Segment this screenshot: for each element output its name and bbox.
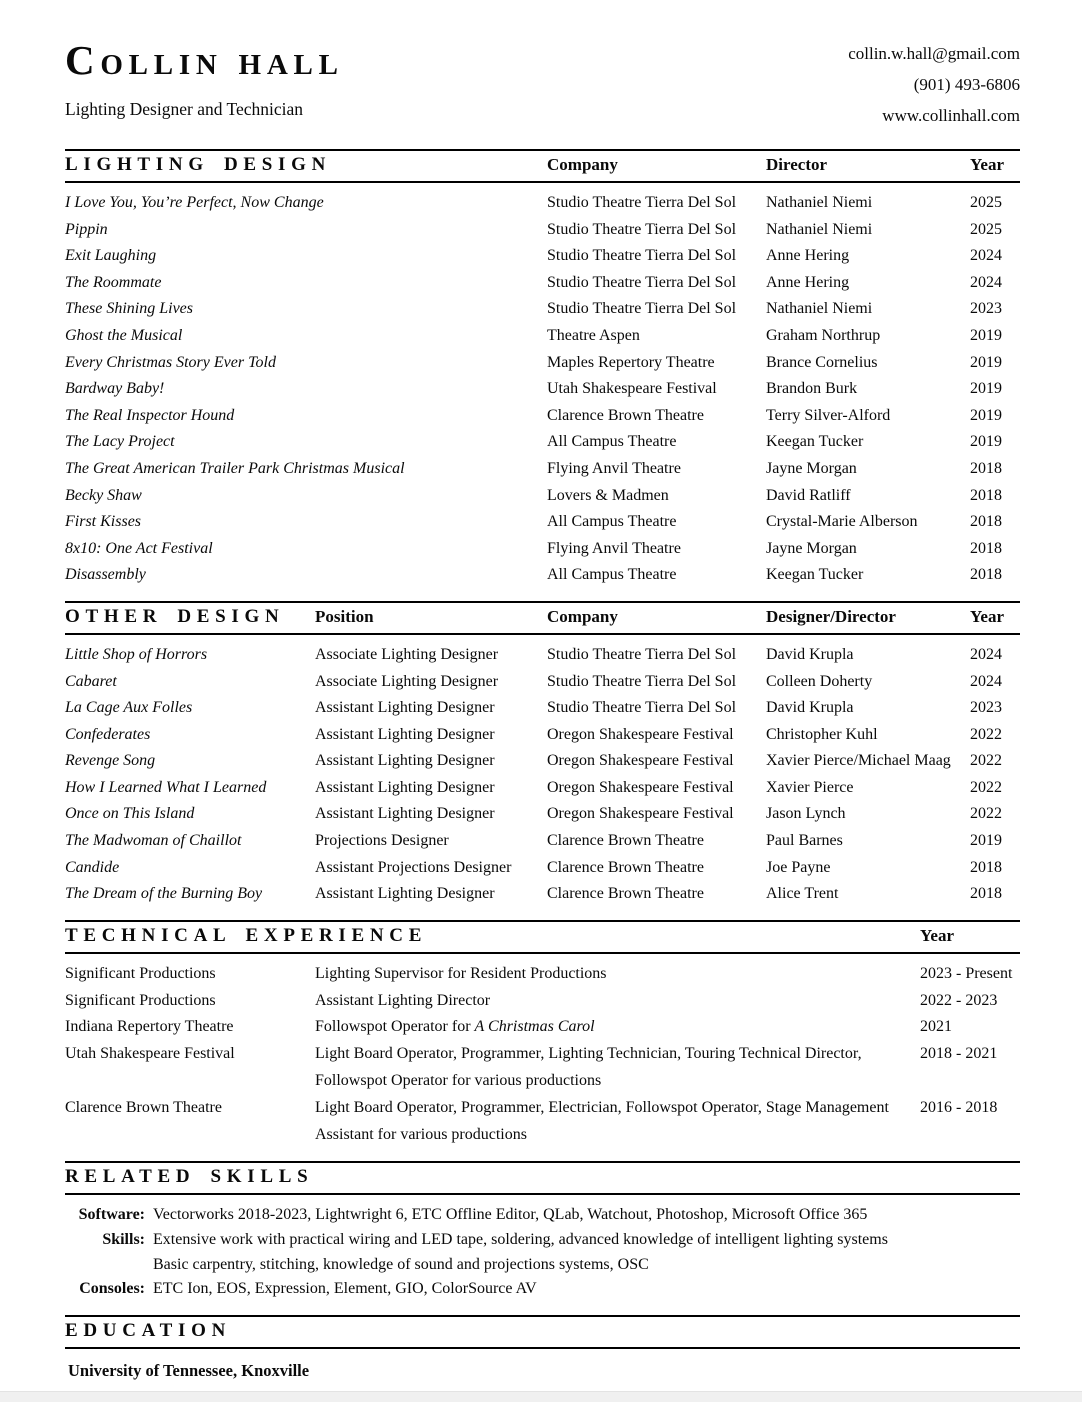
table-row	[65, 323, 1020, 350]
company-cell: Studio Theatre Tierra Del Sol	[547, 220, 737, 238]
designer-cell: David Krupla	[766, 699, 854, 717]
person-title: Lighting Designer and Technician	[65, 99, 304, 119]
related-skills-header-row	[65, 1161, 1020, 1195]
table-row	[65, 536, 1020, 563]
role-cell	[315, 961, 920, 988]
show-title: 8x10: One Act Festival	[65, 539, 213, 557]
show-title: Ghost the Musical	[65, 326, 183, 344]
designer-cell: David Krupla	[766, 645, 854, 663]
director-cell: Terry Silver-Alford	[766, 406, 891, 424]
table-row	[65, 296, 1020, 323]
skill-label: Skills:	[102, 1231, 145, 1249]
company-cell: Clarence Brown Theatre	[65, 1098, 222, 1116]
director-cell: Nathaniel Niemi	[766, 220, 873, 238]
skill-label: Software:	[78, 1206, 145, 1224]
lighting-design-rows	[65, 183, 1020, 601]
director-cell: Brance Cornelius	[766, 353, 878, 371]
section-education	[65, 1315, 1020, 1384]
section-other-design	[65, 601, 1020, 920]
company-cell: Studio Theatre Tierra Del Sol	[547, 194, 737, 211]
year-cell: 2025	[970, 194, 1002, 211]
role-text: Light Board Operator, Programmer, Electrician, Followspot Operator, Stage Management Assistant for various productions	[315, 1098, 889, 1143]
designer-cell: Jason Lynch	[766, 805, 846, 823]
position-cell: Assistant Lighting Designer	[315, 885, 495, 903]
role-text: Followspot Operator for	[315, 1018, 475, 1036]
director-cell: Anne Hering	[766, 273, 850, 291]
related-skills-rows	[65, 1195, 1020, 1314]
table-row	[65, 270, 1020, 297]
contact-phone: (901) 493-6806	[913, 75, 1020, 94]
show-title: How I Learned What I Learned	[65, 778, 267, 796]
company-cell: Clarence Brown Theatre	[547, 832, 704, 850]
table-row	[65, 775, 1020, 802]
year-cell: 2022	[970, 778, 1002, 796]
designer-cell: Alice Trent	[766, 885, 839, 903]
year-cell: 2019	[970, 380, 1002, 398]
company-cell: Oregon Shakespeare Festival	[547, 778, 734, 796]
section-title: RELATED SKILLS	[65, 1166, 314, 1188]
table-row	[65, 988, 1020, 1015]
company-cell: Flying Anvil Theatre	[547, 539, 681, 557]
year-cell: 2016 - 2018	[920, 1098, 998, 1116]
designer-cell: Christopher Kuhl	[766, 725, 878, 743]
table-row	[65, 376, 1020, 403]
year-cell: 2022 - 2023	[920, 991, 998, 1009]
role-text: Light Board Operator, Programmer, Lighting Technician, Touring Technical Director, Followspot Operator for various productions	[315, 1045, 862, 1090]
section-lighting-design	[65, 149, 1020, 601]
table-row	[65, 243, 1020, 270]
year-cell: 2022	[970, 725, 1002, 743]
skill-text: Vectorworks 2018-2023, Lightwright 6, ETC Offline Editor, QLab, Watchout, Photoshop, Microsoft Office 365	[153, 1206, 868, 1224]
position-cell: Assistant Lighting Designer	[315, 699, 495, 717]
table-row	[65, 855, 1020, 882]
skills-row	[65, 1203, 1020, 1228]
table-row	[65, 722, 1020, 749]
table-row	[65, 456, 1020, 483]
designer-cell: Paul Barnes	[766, 832, 843, 850]
person-name: Collin hall	[65, 37, 344, 83]
company-cell: Clarence Brown Theatre	[547, 858, 704, 876]
table-row	[65, 881, 1020, 908]
column-header-position: Position	[315, 606, 374, 626]
role-cell	[315, 1095, 920, 1149]
designer-cell: Xavier Pierce	[766, 778, 854, 796]
company-cell: Maples Repertory Theatre	[547, 353, 715, 371]
table-row	[65, 509, 1020, 536]
show-title: The Great American Trailer Park Christmas Musical	[65, 459, 405, 477]
skill-text: Extensive work with practical wiring and LED tape, soldering, advanced knowledge of intelligent lighting systems	[153, 1231, 888, 1249]
table-row	[65, 562, 1020, 589]
company-cell: All Campus Theatre	[547, 433, 677, 451]
page-header	[65, 34, 1020, 131]
year-cell: 2023	[970, 699, 1002, 717]
company-cell: Studio Theatre Tierra Del Sol	[547, 247, 737, 265]
designer-cell: Joe Payne	[766, 858, 831, 876]
lighting-design-header-row	[65, 149, 1020, 183]
company-cell: Studio Theatre Tierra Del Sol	[547, 300, 737, 318]
contact-website: www.collinhall.com	[882, 106, 1020, 125]
year-cell: 2018	[970, 858, 1002, 876]
table-row	[65, 483, 1020, 510]
show-title: Pippin	[65, 220, 108, 238]
position-cell: Assistant Lighting Designer	[315, 752, 495, 770]
company-cell: Utah Shakespeare Festival	[547, 380, 717, 398]
table-row	[65, 217, 1020, 244]
year-cell: 2024	[970, 273, 1002, 291]
column-header-company: Company	[547, 155, 618, 174]
education-header-row	[65, 1315, 1020, 1349]
table-row	[65, 801, 1020, 828]
director-cell: David Ratliff	[766, 486, 851, 504]
skills-row	[65, 1253, 1020, 1278]
show-title: The Lacy Project	[65, 433, 175, 451]
year-cell: 2023 - Present	[920, 964, 1013, 982]
position-cell: Associate Lighting Designer	[315, 672, 499, 690]
show-title: The Madwoman of Chaillot	[65, 832, 242, 850]
company-cell: Studio Theatre Tierra Del Sol	[547, 699, 737, 717]
section-title: LIGHTING DESIGN	[65, 154, 332, 175]
skills-row	[65, 1277, 1020, 1302]
table-row	[65, 190, 1020, 217]
table-row	[65, 1095, 1020, 1149]
table-row	[65, 1041, 1020, 1095]
company-cell: Clarence Brown Theatre	[547, 885, 704, 903]
page-bottom-edge	[0, 1391, 1082, 1402]
company-cell: All Campus Theatre	[547, 513, 677, 531]
year-cell: 2024	[970, 672, 1002, 690]
year-cell: 2018	[970, 885, 1002, 903]
show-title: The Dream of the Burning Boy	[65, 885, 263, 903]
year-cell: 2025	[970, 220, 1002, 238]
skill-text: ETC Ion, EOS, Expression, Element, GIO, ColorSource AV	[153, 1280, 537, 1298]
year-cell: 2022	[970, 752, 1002, 770]
identity-block	[65, 34, 344, 120]
year-cell: 2019	[970, 353, 1002, 371]
technical-experience-header-row	[65, 920, 1020, 954]
column-header-designer-director: Designer/Director	[766, 606, 896, 626]
year-cell: 2021	[920, 1018, 952, 1036]
table-row	[65, 1014, 1020, 1041]
year-cell: 2018 - 2021	[920, 1045, 998, 1063]
show-title: These Shining Lives	[65, 300, 193, 318]
other-design-header-row	[65, 601, 1020, 635]
show-title: Every Christmas Story Ever Told	[65, 353, 276, 371]
show-title: The Roommate	[65, 273, 162, 291]
show-title: Little Shop of Horrors	[65, 645, 208, 663]
show-title: La Cage Aux Folles	[65, 699, 193, 717]
position-cell: Assistant Lighting Designer	[315, 805, 495, 823]
company-cell: Significant Productions	[65, 964, 216, 982]
director-cell: Anne Hering	[766, 247, 850, 265]
show-title: Disassembly	[65, 566, 146, 584]
year-cell: 2018	[970, 513, 1002, 531]
column-header-year: Year	[970, 155, 1004, 174]
section-related-skills	[65, 1161, 1020, 1314]
year-cell: 2019	[970, 326, 1002, 344]
show-title: Bardway Baby!	[65, 380, 165, 398]
company-cell: Significant Productions	[65, 991, 216, 1009]
year-cell: 2018	[970, 539, 1002, 557]
company-cell: Utah Shakespeare Festival	[65, 1045, 235, 1063]
year-cell: 2022	[970, 805, 1002, 823]
company-cell: Studio Theatre Tierra Del Sol	[547, 645, 737, 663]
table-row	[65, 642, 1020, 669]
year-cell: 2019	[970, 433, 1002, 451]
table-row	[65, 748, 1020, 775]
company-cell: Oregon Shakespeare Festival	[547, 725, 734, 743]
role-show-title: A Christmas Carol	[474, 1018, 595, 1036]
column-header-director: Director	[766, 155, 828, 174]
skill-label: Consoles:	[79, 1280, 145, 1298]
year-cell: 2023	[970, 300, 1002, 318]
year-cell: 2024	[970, 247, 1002, 265]
company-cell: Theatre Aspen	[547, 326, 640, 344]
section-technical-experience	[65, 920, 1020, 1162]
other-design-rows	[65, 635, 1020, 920]
show-title: Once on This Island	[65, 805, 195, 823]
designer-cell: Colleen Doherty	[766, 672, 873, 690]
year-cell: 2019	[970, 406, 1002, 424]
company-cell: Lovers & Madmen	[547, 486, 669, 504]
show-title: Cabaret	[65, 672, 117, 690]
education-body	[65, 1349, 1020, 1384]
company-cell: All Campus Theatre	[547, 566, 677, 584]
show-title: I Love You, You’re Perfect, Now Change	[65, 194, 324, 211]
show-title: Exit Laughing	[65, 247, 157, 265]
company-cell: Clarence Brown Theatre	[547, 406, 704, 424]
role-text: Assistant Lighting Director	[315, 991, 491, 1009]
company-cell: Studio Theatre Tierra Del Sol	[547, 672, 737, 690]
education-school: University of Tennessee, Knoxville	[68, 1360, 310, 1380]
role-text: Lighting Supervisor for Resident Productions	[315, 964, 607, 982]
skills-row	[65, 1228, 1020, 1253]
year-cell: 2018	[970, 486, 1002, 504]
table-row	[65, 828, 1020, 855]
position-cell: Assistant Projections Designer	[315, 858, 512, 876]
position-cell: Assistant Lighting Designer	[315, 725, 495, 743]
year-cell: 2018	[970, 459, 1002, 477]
table-row	[65, 669, 1020, 696]
contact-block	[848, 34, 1020, 131]
show-title: Confederates	[65, 725, 151, 743]
role-cell	[315, 1014, 920, 1041]
director-cell: Brandon Burk	[766, 380, 858, 398]
contact-email: collin.w.hall@gmail.com	[848, 44, 1020, 63]
designer-cell: Xavier Pierce/Michael Maag	[766, 752, 951, 770]
skill-text: Basic carpentry, stitching, knowledge of sound and projections systems, OSC	[153, 1255, 649, 1273]
position-cell: Projections Designer	[315, 832, 449, 850]
role-cell	[315, 1041, 920, 1095]
year-cell: 2024	[970, 645, 1002, 663]
technical-experience-rows	[65, 954, 1020, 1162]
company-cell: Oregon Shakespeare Festival	[547, 805, 734, 823]
role-cell	[315, 988, 920, 1015]
section-title: TECHNICAL EXPERIENCE	[65, 924, 428, 946]
table-row	[65, 403, 1020, 430]
director-cell: Keegan Tucker	[766, 433, 864, 451]
director-cell: Jayne Morgan	[766, 459, 857, 477]
position-cell: Assistant Lighting Designer	[315, 778, 495, 796]
show-title: First Kisses	[65, 513, 142, 531]
show-title: Becky Shaw	[65, 486, 142, 504]
director-cell: Crystal-Marie Alberson	[766, 513, 918, 531]
year-cell: 2019	[970, 832, 1002, 850]
company-cell: Studio Theatre Tierra Del Sol	[547, 273, 737, 291]
director-cell: Nathaniel Niemi	[766, 194, 873, 211]
director-cell: Graham Northrup	[766, 326, 881, 344]
column-header-company: Company	[547, 606, 618, 626]
table-row	[65, 350, 1020, 377]
show-title: Candide	[65, 858, 120, 876]
company-cell: Oregon Shakespeare Festival	[547, 752, 734, 770]
section-title: OTHER DESIGN	[65, 605, 285, 627]
show-title: Revenge Song	[65, 752, 156, 770]
position-cell: Associate Lighting Designer	[315, 645, 499, 663]
table-row	[65, 961, 1020, 988]
director-cell: Keegan Tucker	[766, 566, 864, 584]
year-cell: 2018	[970, 566, 1002, 584]
column-header-year: Year	[970, 606, 1004, 626]
column-header-year: Year	[920, 925, 954, 945]
director-cell: Jayne Morgan	[766, 539, 857, 557]
company-cell: Indiana Repertory Theatre	[65, 1018, 234, 1036]
table-row	[65, 695, 1020, 722]
director-cell: Nathaniel Niemi	[766, 300, 873, 318]
skill-label	[65, 1253, 145, 1278]
section-title: EDUCATION	[65, 1319, 232, 1341]
company-cell: Flying Anvil Theatre	[547, 459, 681, 477]
show-title: The Real Inspector Hound	[65, 406, 235, 424]
table-row	[65, 429, 1020, 456]
